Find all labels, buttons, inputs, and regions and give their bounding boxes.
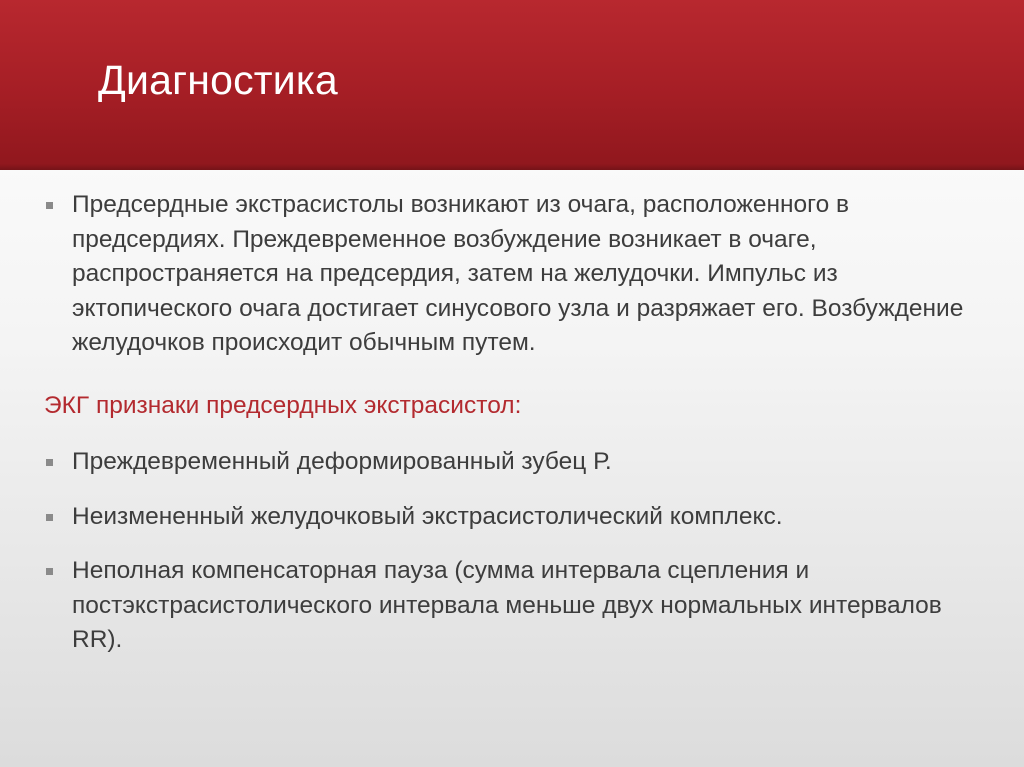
square-bullet-icon (46, 202, 53, 209)
slide-title: Диагностика (98, 57, 338, 103)
bullet-item-sign (44, 500, 994, 535)
bullet-item-sign (44, 445, 994, 480)
bullet-text: Неизмененный желудочковый экстрасистолический комплекс. (72, 502, 783, 530)
ecg-signs-heading: ЭКГ признаки предсердных экстрасистол: (44, 391, 522, 419)
bullet-text: Неполная компенсаторная пауза (сумма интервала сцепления и постэкстрасистолического интервала меньше двух нормальных интервалов RR). (72, 557, 942, 653)
title-bar-shadow (0, 164, 1024, 170)
slide-body (44, 188, 994, 658)
bullet-item-sign (44, 554, 994, 658)
bullet-text: Преждевременный деформированный зубец Р. (72, 448, 612, 475)
bullet-item-intro (44, 188, 994, 361)
bullet-text: Предсердные экстрасистолы возникают из очага, расположенного в предсердиях. Преждевременное возбуждение возникает в очаге, распространяется на предсердия, затем на желудочки. Импульс из эктопического очага достигает синусового узла и разряжает его. Возбуждение желудочков происходит обычным путем. (72, 191, 964, 356)
square-bullet-icon (46, 568, 53, 575)
square-bullet-icon (46, 514, 53, 521)
title-bar (0, 0, 1024, 170)
square-bullet-icon (46, 459, 53, 466)
